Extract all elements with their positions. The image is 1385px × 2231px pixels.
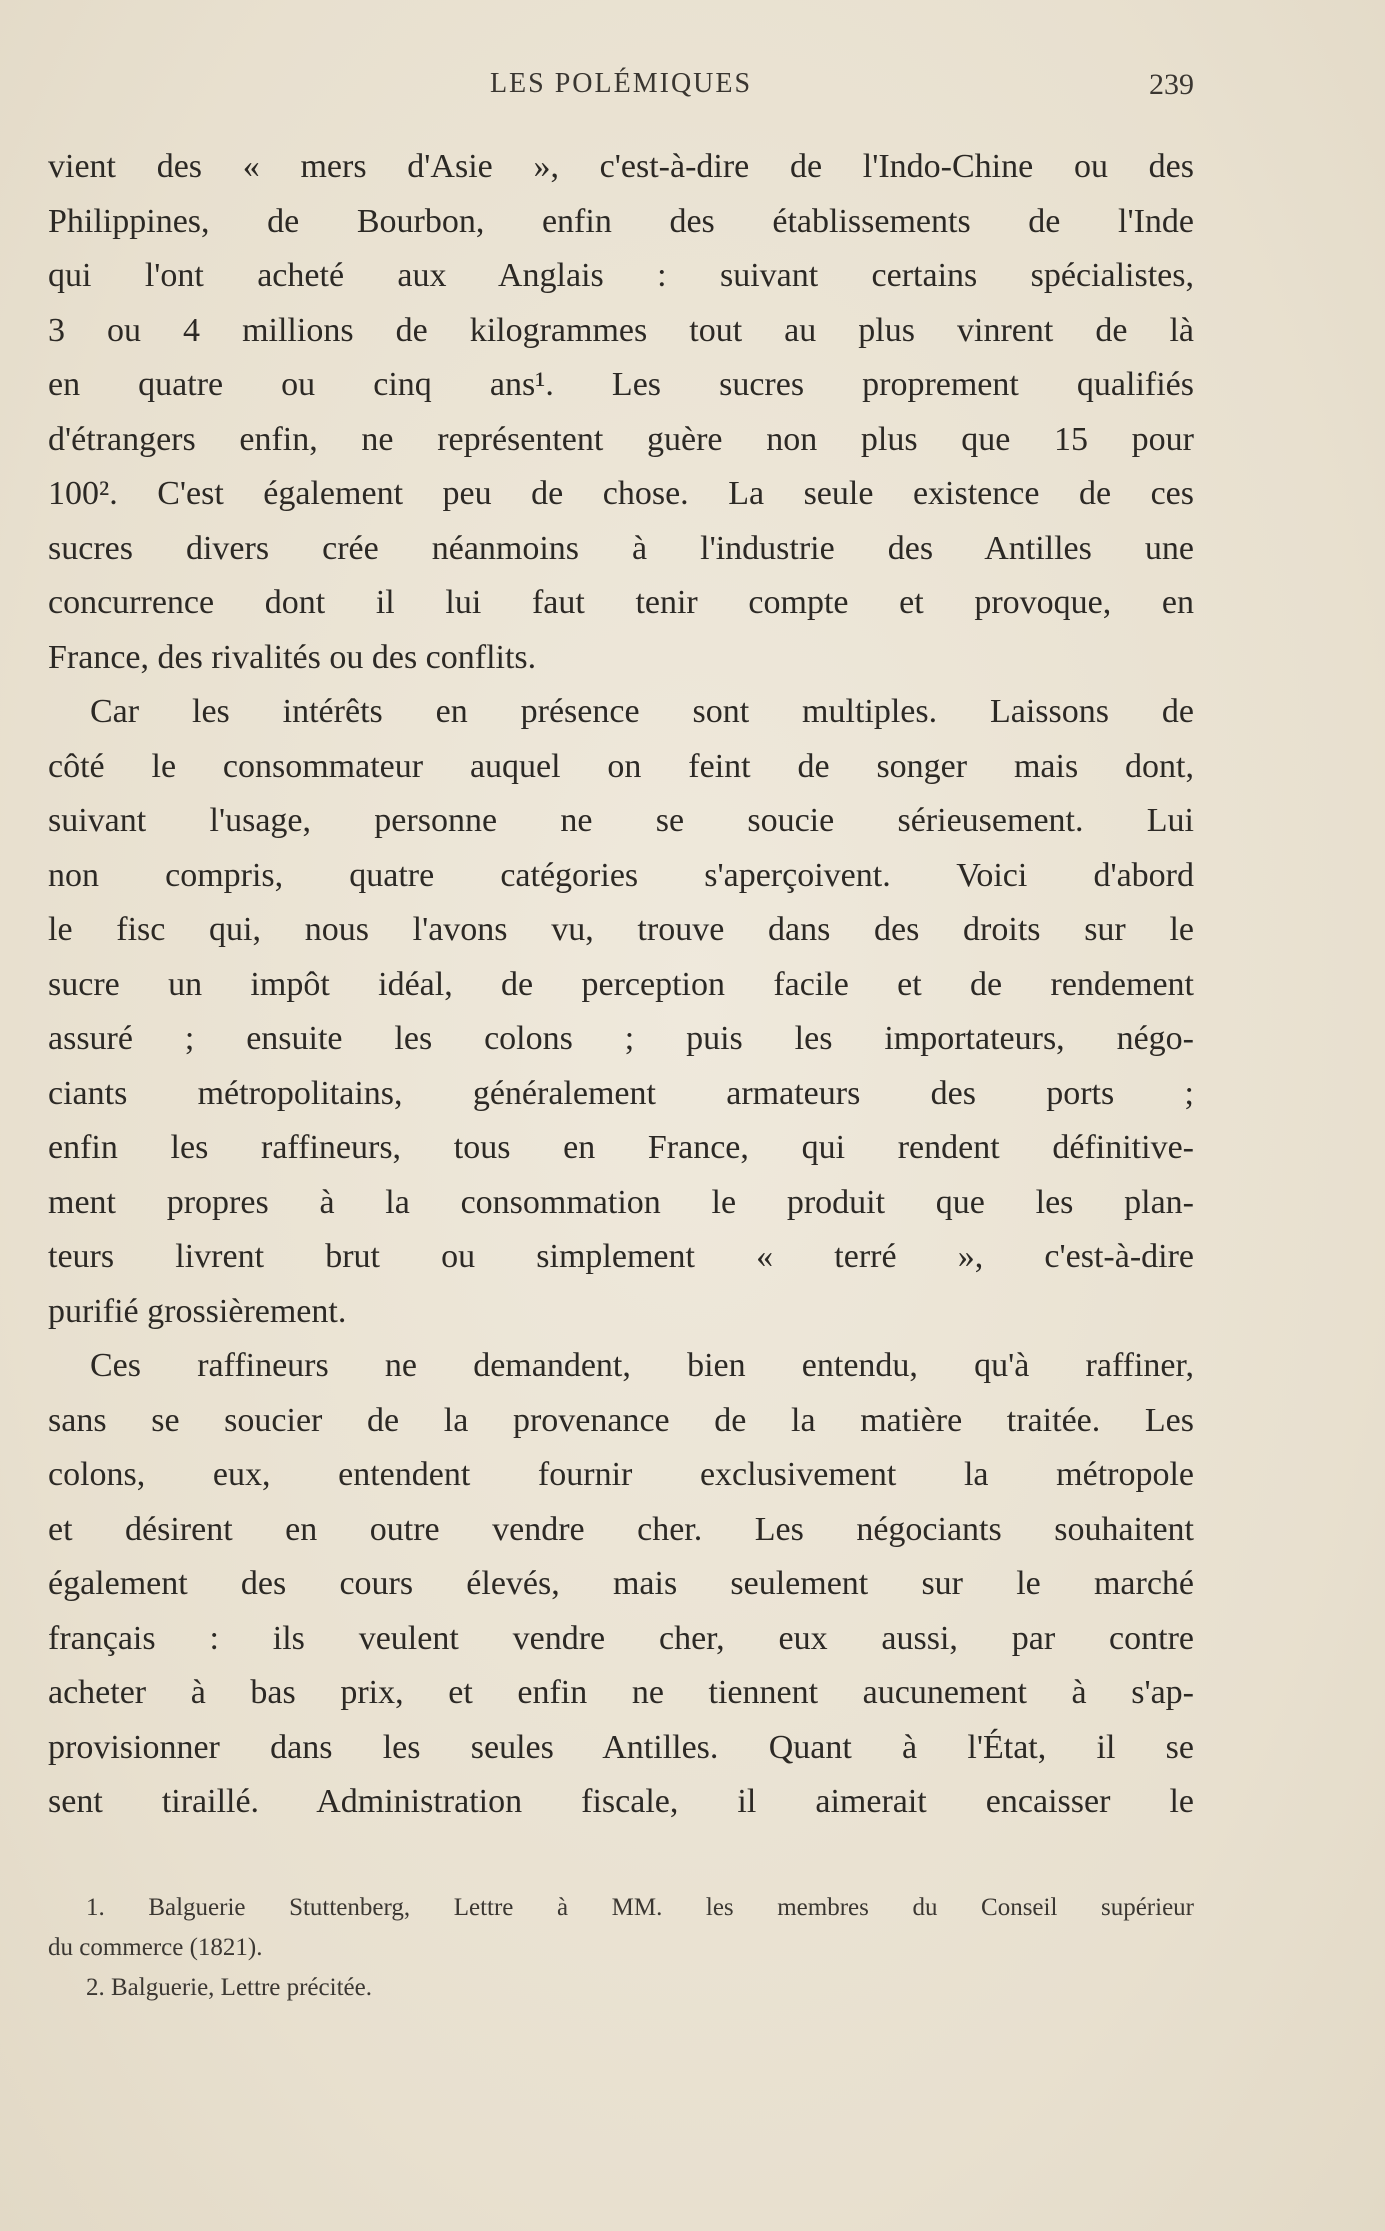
text-line: et désirent en outre vendre cher. Les négociants souhaitent [48, 1510, 1194, 1548]
paragraph-end-line: France, des rivalités ou des conflits. [48, 638, 537, 676]
text-line: sucres divers crée néanmoins à l'industrie des Antilles une [48, 529, 1194, 567]
text-line: Philippines, de Bourbon, enfin des établissements de l'Inde [48, 202, 1194, 240]
text-line: le fisc qui, nous l'avons vu, trouve dans des droits sur le [48, 911, 1194, 948]
text-line: 3 ou 4 millions de kilogrammes tout au plus vinrent de là [48, 311, 1194, 349]
text-line: sent tiraillé. Administration fiscale, il aimerait encaisser le [48, 1783, 1194, 1820]
text-line: sans se soucier de la provenance de la matière traitée. Les [48, 1401, 1194, 1439]
text-line: ment propres à la consommation le produit que les plan- [48, 1183, 1194, 1221]
text-line: assuré ; ensuite les colons ; puis les importateurs, négo- [48, 1020, 1194, 1057]
text-line: vient des « mers d'Asie », c'est-à-dire de l'Indo-Chine ou des [48, 148, 1194, 185]
footnote-2: 2. Balguerie, Lettre précitée. [86, 1974, 372, 2001]
text-line: côté le consommateur auquel on feint de songer mais dont, [48, 747, 1194, 785]
text-line: enfin les raffineurs, tous en France, qui rendent définitive- [48, 1129, 1194, 1166]
text-line: français : ils veulent vendre cher, eux aussi, par contre [48, 1619, 1194, 1657]
paragraph-end-line: purifié grossièrement. [48, 1292, 347, 1330]
text-line: teurs livrent brut ou simplement « terré », c'est-à-dire [48, 1238, 1194, 1275]
footnote-1-continued: du commerce (1821). [48, 1934, 263, 1961]
text-line: provisionner dans les seules Antilles. Quant à l'État, il se [48, 1728, 1194, 1766]
body-text [48, 140, 1194, 1830]
page-header [48, 68, 1194, 112]
footnotes [48, 1888, 1194, 2008]
footnote-1: 1. Balguerie Stuttenberg, Lettre à MM. les membres du Conseil supérieur [86, 1894, 1194, 1921]
text-line: en quatre ou cinq ans¹. Les sucres proprement qualifiés [48, 366, 1194, 403]
text-line: qui l'ont acheté aux Anglais : suivant certains spécialistes, [48, 257, 1194, 294]
text-line: ciants métropolitains, généralement armateurs des ports ; [48, 1074, 1194, 1112]
text-line: sucre un impôt idéal, de perception facile et de rendement [48, 965, 1194, 1003]
page-number: 239 [1149, 68, 1194, 101]
text-line: non compris, quatre catégories s'aperçoivent. Voici d'abord [48, 856, 1194, 894]
paragraph-start-line: Ces raffineurs ne demandent, bien entendu, qu'à raffiner, [90, 1347, 1194, 1384]
text-line: concurrence dont il lui faut tenir compte et provoque, en [48, 584, 1194, 621]
text-line: 100². C'est également peu de chose. La seule existence de ces [48, 475, 1194, 512]
text-line: d'étrangers enfin, ne représentent guère non plus que 15 pour [48, 420, 1194, 458]
text-line: également des cours élevés, mais seulement sur le marché [48, 1565, 1194, 1602]
text-line: suivant l'usage, personne ne se soucie sérieusement. Lui [48, 802, 1194, 839]
running-head: LES POLÉMIQUES [489, 68, 753, 99]
text-line: acheter à bas prix, et enfin ne tiennent aucunement à s'ap- [48, 1674, 1194, 1711]
paragraph-start-line: Car les intérêts en présence sont multiples. Laissons de [90, 693, 1194, 730]
text-line: colons, eux, entendent fournir exclusivement la métropole [48, 1456, 1194, 1493]
